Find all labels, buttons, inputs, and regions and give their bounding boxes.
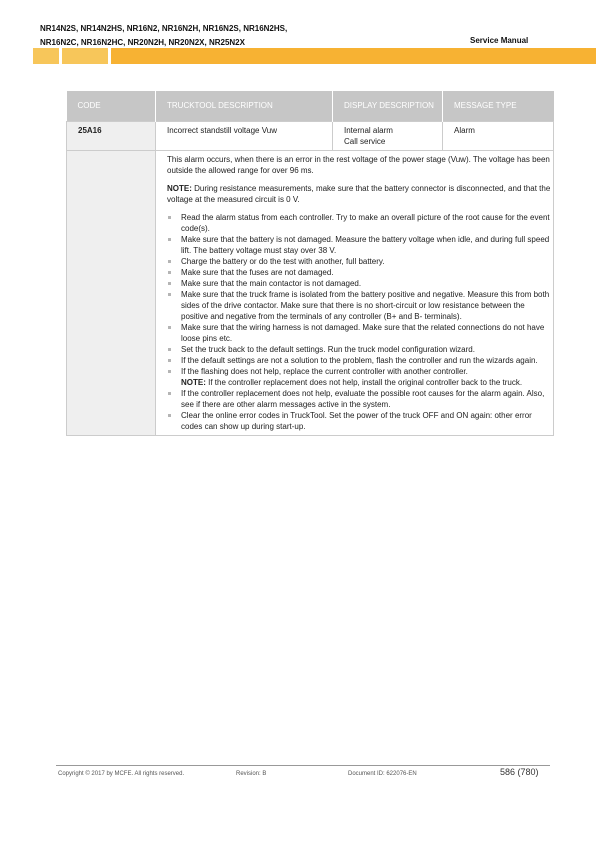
list-item bbox=[167, 234, 553, 256]
troubleshooting-steps bbox=[167, 212, 553, 432]
header-models-line2: NR16N2C, NR16N2HC, NR20N2H, NR20N2X, NR25N2X bbox=[40, 38, 245, 47]
bullet-icon bbox=[168, 271, 171, 274]
list-item bbox=[167, 322, 553, 344]
note-text: During resistance measurements, make sure that the battery connector is disconnected, and that the voltage at the measured circuit is 0 V. bbox=[167, 184, 551, 204]
display-description-line2: Call service bbox=[344, 137, 386, 146]
step-text: Make sure that the truck frame is isolated from the battery positive and negative. Measure this from both sides of the drive contactor. Make sure that there is no short-circuit or low resistance between the positive and negative from the terminals of any controller (B+ and B- terminals). bbox=[181, 290, 550, 321]
step-note-text: If the controller replacement does not help, install the original controller back to the truck. bbox=[205, 378, 523, 387]
list-item bbox=[167, 388, 553, 410]
code-cell: 25A16 bbox=[67, 122, 156, 151]
bullet-icon bbox=[168, 348, 171, 351]
table-body-row bbox=[67, 151, 554, 436]
list-item bbox=[167, 267, 553, 278]
step-text: Make sure that the main contactor is not damaged. bbox=[181, 279, 362, 288]
display-description-cell bbox=[333, 122, 443, 151]
step-note bbox=[181, 377, 553, 388]
note-paragraph bbox=[167, 183, 553, 205]
list-item bbox=[167, 344, 553, 355]
column-header-display-description: DISPLAY DESCRIPTION bbox=[333, 91, 443, 122]
header-manual-title: Service Manual bbox=[470, 36, 529, 45]
step-text: Set the truck back to the default settings. Run the truck model configuration wizard. bbox=[181, 345, 475, 354]
step-text: Make sure that the fuses are not damaged. bbox=[181, 268, 334, 277]
footer-document-id: Document ID: 622076-EN bbox=[348, 771, 417, 777]
header-models-line1: NR14N2S, NR14N2HS, NR16N2, NR16N2H, NR16N2S, NR16N2HS, bbox=[40, 24, 288, 33]
footer-copyright: Copyright © 2017 by MCFE. All rights reserved. bbox=[58, 771, 185, 777]
step-text: Charge the battery or do the test with another, full battery. bbox=[181, 257, 385, 266]
list-item bbox=[167, 410, 553, 432]
alarm-table bbox=[66, 91, 554, 436]
bullet-icon bbox=[168, 293, 171, 296]
column-header-message-type: MESSAGE TYPE bbox=[443, 91, 554, 122]
step-text: If the flashing does not help, replace the current controller with another controller. bbox=[181, 367, 468, 376]
step-text: Read the alarm status from each controller. Try to make an overall picture of the root cause for the event code(s). bbox=[181, 213, 550, 233]
trucktool-description-cell: Incorrect standstill voltage Vuw bbox=[156, 122, 333, 151]
step-text: If the controller replacement does not help, evaluate the possible root causes for the alarm again. Also, see if there are other alarm messages active in the system. bbox=[181, 389, 545, 409]
header-color-band bbox=[33, 48, 596, 64]
bullet-icon bbox=[168, 260, 171, 263]
list-item bbox=[167, 278, 553, 289]
bullet-icon bbox=[168, 359, 171, 362]
column-header-trucktool-description: TRUCKTOOL DESCRIPTION bbox=[156, 91, 333, 122]
step-text: Make sure that the battery is not damaged. Measure the battery voltage when idle, and during full speed lift. The battery voltage must stay over 38 V. bbox=[181, 235, 550, 255]
description-body bbox=[156, 151, 554, 436]
footer-page-number: 586 (780) bbox=[500, 767, 539, 777]
list-item bbox=[167, 355, 553, 366]
list-item bbox=[167, 366, 553, 388]
list-item bbox=[167, 289, 553, 322]
step-text: Make sure that the wiring harness is not damaged. Make sure that the related connections do not have loose pins etc. bbox=[181, 323, 545, 343]
message-type-cell: Alarm bbox=[443, 122, 554, 151]
bullet-icon bbox=[168, 216, 171, 219]
table-row bbox=[67, 122, 554, 151]
list-item bbox=[167, 212, 553, 234]
bullet-icon bbox=[168, 370, 171, 373]
header-models bbox=[40, 22, 360, 50]
list-item bbox=[167, 256, 553, 267]
intro-paragraph: This alarm occurs, when there is an error in the rest voltage of the power stage (Vuw). The voltage has been outside the allowed range for over 96 ms. bbox=[167, 155, 550, 175]
footer-revision: Revision: B bbox=[236, 771, 267, 777]
step-text: If the default settings are not a solution to the problem, flash the controller and run the wizards again. bbox=[181, 356, 538, 365]
bullet-icon bbox=[168, 326, 171, 329]
step-text: Clear the online error codes in TruckTool. Set the power of the truck OFF and ON again: other error codes can show up during start-up. bbox=[181, 411, 532, 431]
table-header-row bbox=[67, 91, 554, 122]
bullet-icon bbox=[168, 282, 171, 285]
bullet-icon bbox=[168, 238, 171, 241]
code-cell-empty bbox=[67, 151, 156, 436]
bullet-icon bbox=[168, 392, 171, 395]
note-label: NOTE: bbox=[167, 184, 192, 193]
step-note-label: NOTE: bbox=[181, 378, 206, 387]
bullet-icon bbox=[168, 414, 171, 417]
display-description-line1: Internal alarm bbox=[344, 126, 393, 135]
footer-divider bbox=[56, 765, 550, 766]
column-header-code: CODE bbox=[67, 91, 156, 122]
